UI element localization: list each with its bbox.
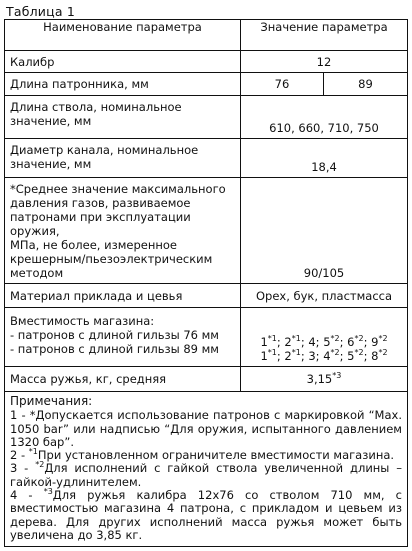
table-row-caliber [5, 51, 408, 73]
table-row-notes [5, 392, 408, 547]
table-caption: Таблица 1 [6, 4, 76, 19]
magazine-line-76: - патронов с длиной гильзы 76 мм [10, 328, 219, 342]
pressure-name-line4: МПа, не более, измеренное [10, 238, 177, 252]
notes-title: Примечания: [10, 394, 93, 408]
stock-name: Материал приклада и цевья [5, 284, 241, 308]
table-header-row [5, 20, 408, 51]
table-row-barrel [5, 96, 408, 139]
pressure-name [5, 178, 241, 284]
magazine-title: Вместимость магазина: [10, 314, 155, 328]
chamber-value-89: 89 [324, 73, 408, 96]
bore-name [5, 139, 241, 178]
chamber-name: Длина патронника, мм [5, 73, 241, 96]
bore-name-line2: значение, мм [10, 157, 92, 171]
magazine-value-89: 1$^{*1}$; 2$^{*1}$; 3; 4$^{*2}$; 5$^{*2}$; 8$^{*2}$ [260, 348, 388, 363]
barrel-value: 610, 660, 710, 750 [241, 96, 408, 139]
caliber-value: 12 [241, 51, 408, 73]
note-2: 2 - $^{*1}$При установленном ограничителе вместимости магазина. [10, 447, 395, 463]
note-3: 3 - $^{*2}$Для исполнений с гайкой ствола увеличенной длины – гайкой-удлинителем. [10, 460, 403, 489]
table-row-bore [5, 139, 408, 178]
pressure-name-line6: методом [10, 266, 64, 280]
bore-name-line1: Диаметр канала, номинальное [10, 143, 199, 157]
parameters-table [4, 19, 408, 547]
barrel-name [5, 96, 241, 139]
header-value: Значение параметра [241, 20, 408, 51]
magazine-value-76: 1$^{*1}$; 2$^{*1}$; 4; 5$^{*2}$; 6$^{*2}$; 9$^{*2}$ [260, 334, 388, 349]
pressure-name-line5: крешерным/пьезоэлектрическим [10, 252, 213, 266]
note-4: 4 - $^{*3}$Для ружья калибра 12х76 со стволом 710 мм, с вместимостью магазина 4 патрона, с прикладом и цевьем из дерева. Для других исполнений масса ружья может быть увеличена до 3,85 кг. [10, 487, 402, 542]
mass-value: 3,15$^{*3}$ [241, 367, 408, 392]
pressure-name-line1: *Среднее значение максимального [10, 182, 226, 196]
bore-value: 18,4 [241, 139, 408, 178]
stock-value: Орех, бук, пластмасса [241, 284, 408, 308]
caliber-name: Калибр [5, 51, 241, 73]
header-name: Наименование параметра [5, 20, 241, 51]
chamber-value-76: 76 [241, 73, 324, 96]
note-1: 1 - *Допускается использование патронов с маркировкой “Мах. 1050 bar” или надписью “Для оружия, испытанного давлением 1320 бар”. [10, 408, 402, 449]
pressure-name-line3: патронами при эксплуатации оружия, [10, 210, 191, 238]
notes-cell [5, 392, 408, 547]
table-row-mass [5, 367, 408, 392]
table-row-stock [5, 284, 408, 308]
barrel-name-line2: значение, мм [10, 114, 92, 128]
pressure-name-line2: давления газов, развиваемое [10, 196, 191, 210]
magazine-line-89: - патронов с длиной гильзы 89 мм [10, 342, 219, 356]
magazine-name [5, 308, 241, 367]
table-row-pressure [5, 178, 408, 284]
magazine-value [241, 308, 408, 367]
table-row-magazine [5, 308, 408, 367]
table-row-chamber [5, 73, 408, 96]
barrel-name-line1: Длина ствола, номинальное [10, 100, 182, 114]
mass-name: Масса ружья, кг, средняя [5, 367, 241, 392]
pressure-value: 90/105 [241, 178, 408, 284]
